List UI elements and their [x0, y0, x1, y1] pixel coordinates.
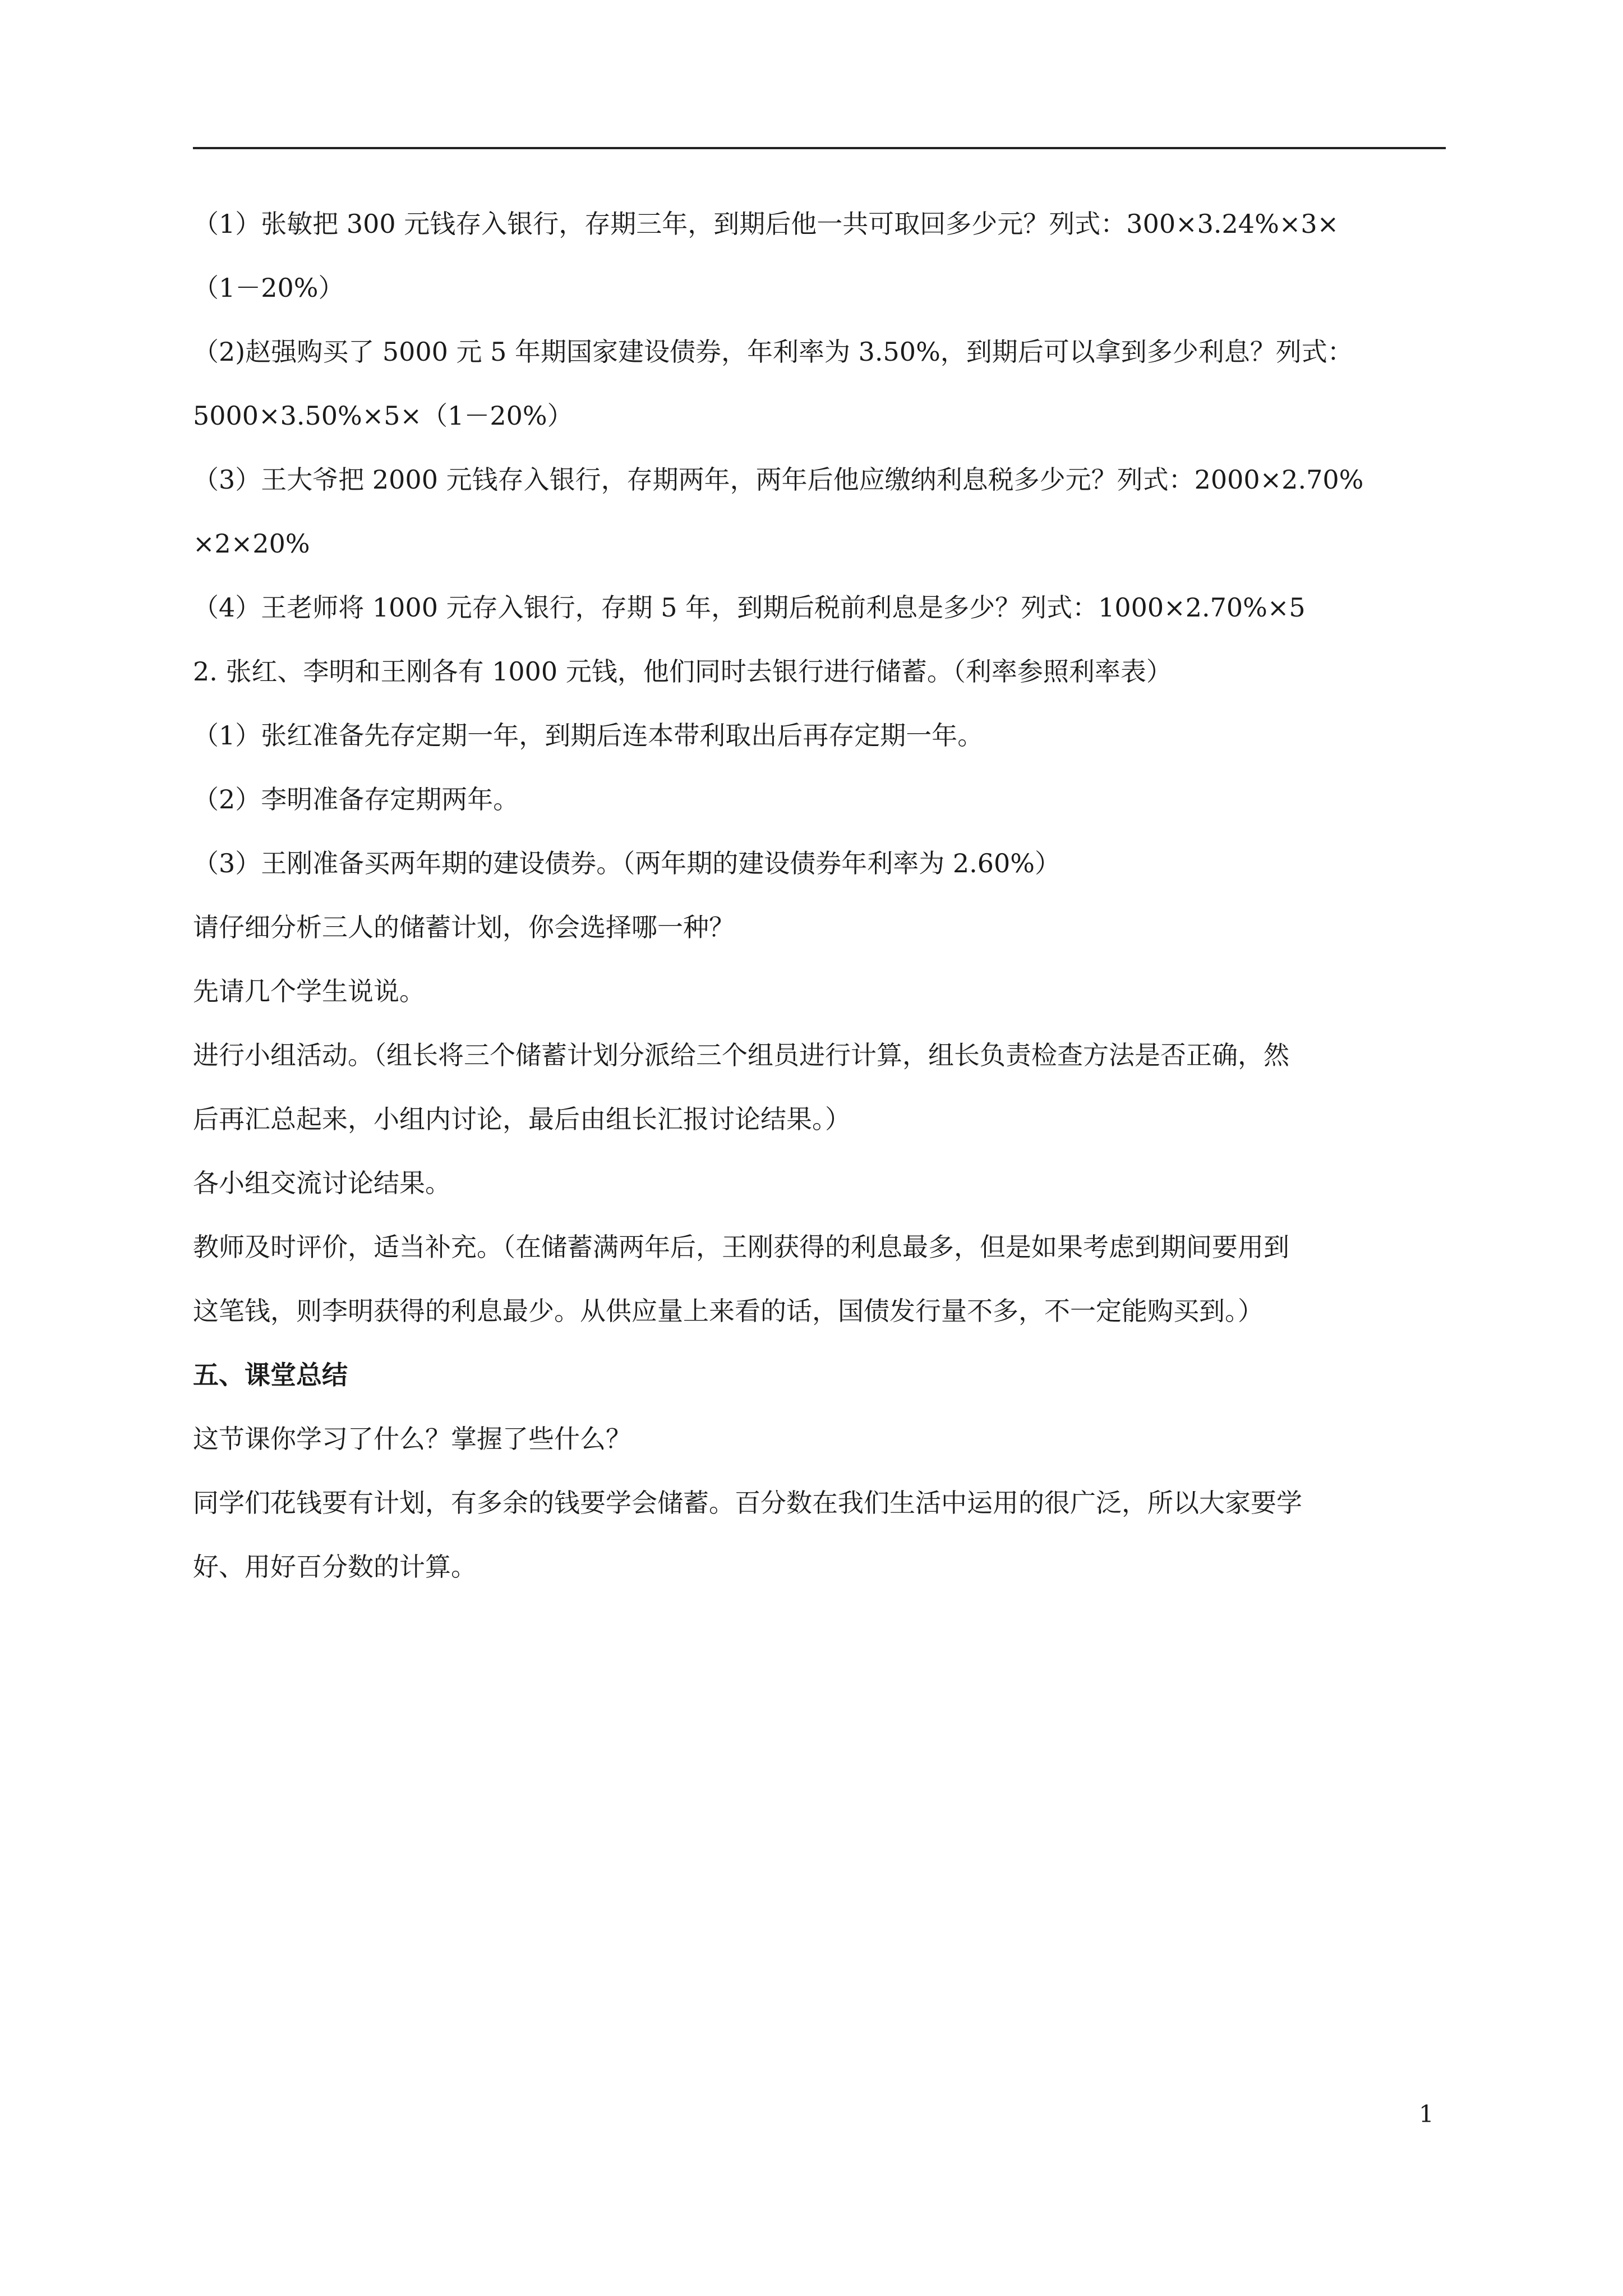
teacher-evaluation-line-1: 教师及时评价，适当补充。（在储蓄满两年后，王刚获得的利息最多，但是如果考虑到期间要用到 — [193, 1232, 1289, 1262]
exercise-3-line-1: （3）王大爷把 2000 元钱存入银行，存期两年，两年后他应缴纳利息税多少元？列式：2000×2.70% — [193, 464, 1364, 495]
exercise-4-line: （4）王老师将 1000 元存入银行，存期 5 年，到期后税前利息是多少？列式：1000×2.70%×5 — [193, 592, 1306, 623]
exercise-1-line-1: （1）张敏把 300 元钱存入银行，存期三年，到期后他一共可取回多少元？列式：300×3.24%×3× — [193, 209, 1339, 239]
analysis-prompt: 请仔细分析三人的储蓄计划，你会选择哪一种？ — [193, 912, 735, 942]
summary-question: 这节课你学习了什么？掌握了些什么？ — [193, 1424, 631, 1454]
exercise-3-line-2: ×2×20% — [193, 528, 310, 559]
group-activity-line-1: 进行小组活动。（组长将三个储蓄计划分派给三个组员进行计算，组长负责检查方法是否正确，然 — [193, 1040, 1289, 1070]
exercise-2-line-2: 5000×3.50%×5×（1－20%） — [193, 401, 573, 431]
question-2-intro: 2. 张红、李明和王刚各有 1000 元钱，他们同时去银行进行储蓄。（利率参照利率表） — [193, 656, 1172, 687]
plan-1-line: （1）张红准备先存定期一年，到期后连本带利取出后再存定期一年。 — [193, 720, 984, 751]
student-discussion: 先请几个学生说说。 — [193, 976, 425, 1006]
document-body — [193, 209, 1446, 1616]
page-number: 1 — [1419, 2100, 1434, 2128]
plan-3-line: （3）王刚准备买两年期的建设债券。（两年期的建设债券年利率为 2.60%） — [193, 848, 1061, 878]
exercise-1-line-2: （1－20%） — [193, 273, 344, 303]
group-results: 各小组交流讨论结果。 — [193, 1168, 451, 1198]
teacher-evaluation-line-2: 这笔钱，则李明获得的利息最少。从供应量上来看的话，国债发行量不多，不一定能购买到。） — [193, 1296, 1264, 1326]
summary-text-line-2: 好、用好百分数的计算。 — [193, 1552, 477, 1582]
exercise-2-line-1: （2)赵强购买了 5000 元 5 年期国家建设债券，年利率为 3.50%，到期后可以拿到多少利息？列式： — [193, 337, 1353, 367]
summary-text-line-1: 同学们花钱要有计划，有多余的钱要学会储蓄。百分数在我们生活中运用的很广泛，所以大家要学 — [193, 1488, 1302, 1518]
header-rule — [193, 147, 1446, 149]
group-activity-line-2: 后再汇总起来，小组内讨论，最后由组长汇报讨论结果。） — [193, 1104, 851, 1134]
plan-2-line: （2）李明准备存定期两年。 — [193, 784, 519, 815]
section-heading-summary: 五、课堂总结 — [193, 1360, 348, 1390]
